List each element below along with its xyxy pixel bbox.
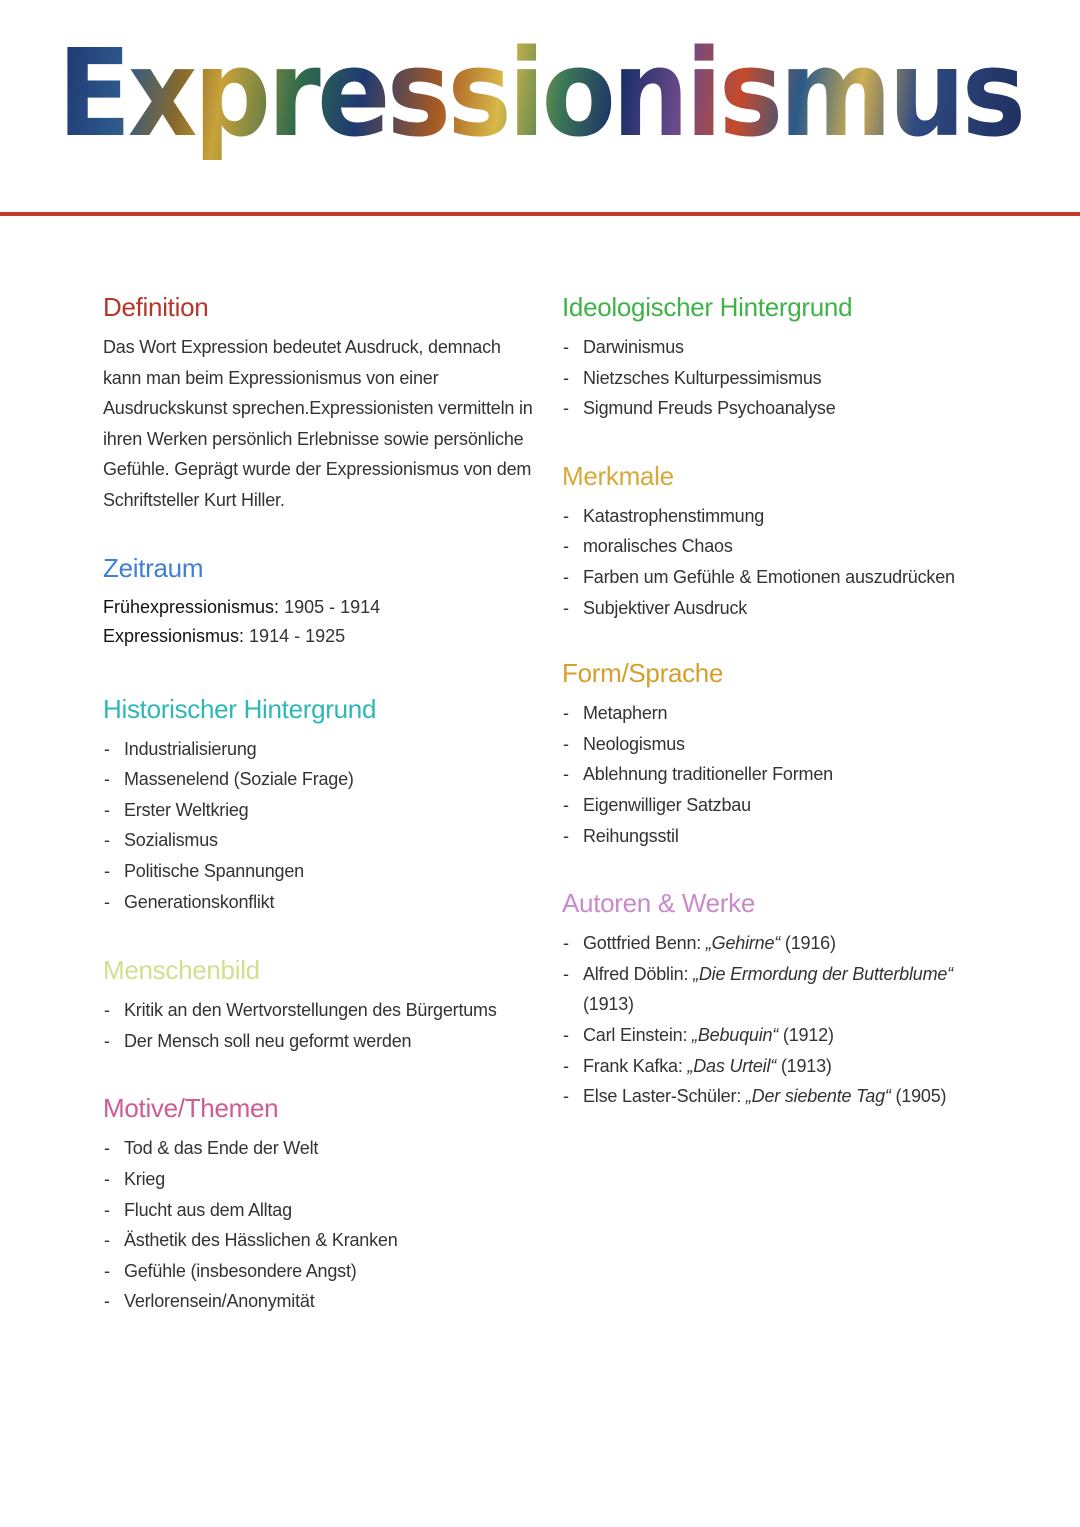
list-item: - Tod & das Ende der Welt — [103, 1133, 533, 1164]
list-item: - Generationskonflikt — [103, 887, 533, 918]
work-year: (1913) — [583, 994, 634, 1015]
menschenbild-heading: Menschenbild — [103, 955, 260, 986]
list-item: - Massenelend (Soziale Frage) — [103, 764, 533, 795]
autoren-werke-list — [562, 928, 982, 1112]
work-year: (1912) — [778, 1024, 834, 1045]
list-item: - Darwinismus — [562, 332, 982, 363]
work-year: (1913) — [776, 1055, 832, 1076]
merkmale-heading: Merkmale — [562, 460, 674, 491]
work-title: „Gehirne“ — [705, 933, 781, 954]
list-item: - moralisches Chaos — [562, 531, 982, 562]
left-column — [103, 288, 533, 1317]
work-year: (1916) — [780, 933, 836, 954]
list-item: - Metaphern — [562, 698, 982, 729]
definition-text: Das Wort Expression bedeutet Ausdruck, demnach kann man beim Expressionismus von einer Ausdruckskunst sprechen.Expressionisten vermitteln in ihren Werken persönlich Erlebnisse sowie persönliche Gefühle. Geprägt wurde der Expressionismus von dem Schriftsteller Kurt Hiller. — [103, 337, 533, 510]
work-title: „Der siebente Tag“ — [745, 1086, 891, 1107]
historischer-hintergrund-heading: Historischer Hintergrund — [103, 693, 377, 724]
zeitraum-entry — [103, 622, 533, 652]
list-item: - Sigmund Freuds Psychoanalyse — [562, 393, 982, 424]
list-item: - Flucht aus dem Alltag — [103, 1195, 533, 1226]
autoren-werke-heading: Autoren & Werke — [562, 888, 756, 919]
list-item: - Reihungsstil — [562, 821, 982, 852]
list-item: - Ästhetik des Hässlichen & Kranken — [103, 1225, 533, 1256]
list-item: - Neologismus — [562, 729, 982, 760]
historischer-hintergrund-section — [103, 690, 533, 918]
author-name: Carl Einstein: — [583, 1024, 693, 1045]
zeitraum-value: 1914 - 1925 — [244, 626, 346, 647]
work-title: „Bebuquin“ — [692, 1024, 779, 1045]
title-rule — [0, 212, 1080, 216]
list-item: - Gefühle (insbesondere Angst) — [103, 1256, 533, 1287]
motive-themen-heading: Motive/Themen — [103, 1093, 279, 1124]
list-item: - Politische Spannungen — [103, 856, 533, 887]
list-item: - Erster Weltkrieg — [103, 795, 533, 826]
list-item: - Krieg — [103, 1164, 533, 1195]
list-item — [562, 1051, 982, 1082]
merkmale-list — [562, 501, 982, 623]
author-name: Gottfried Benn: — [583, 933, 706, 954]
list-item: - Industrialisierung — [103, 734, 533, 765]
list-item: - Ablehnung traditioneller Formen — [562, 759, 982, 790]
menschenbild-list — [103, 995, 533, 1056]
form-sprache-list — [562, 698, 982, 851]
ideologischer-hintergrund-list — [562, 332, 982, 424]
list-item: - Kritik an den Wertvorstellungen des Bürgertums — [103, 995, 533, 1026]
ideologischer-hintergrund-section — [562, 288, 982, 424]
work-year: (1905) — [890, 1086, 947, 1107]
author-name: Else Laster-Schüler: — [583, 1086, 746, 1107]
list-item: - Der Mensch soll neu geformt werden — [103, 1026, 533, 1057]
list-item — [562, 959, 982, 1020]
form-sprache-section — [562, 654, 982, 851]
page-title: Expressionismus — [54, 10, 1026, 180]
zeitraum-heading: Zeitraum — [103, 552, 204, 583]
list-item: - Subjektiver Ausdruck — [562, 593, 982, 624]
zeitraum-value: 1905 - 1914 — [279, 596, 381, 617]
work-title: „Das Urteil“ — [687, 1055, 777, 1076]
right-column — [562, 288, 982, 1112]
motive-themen-list — [103, 1133, 533, 1317]
form-sprache-heading: Form/Sprache — [562, 658, 724, 689]
list-item: - Nietzsches Kulturpessimismus — [562, 363, 982, 394]
author-name: Alfred Döblin: — [583, 963, 694, 984]
list-item: - Farben um Gefühle & Emotionen auszudrücken — [562, 562, 982, 593]
definition-section — [103, 288, 533, 516]
zeitraum-section — [103, 549, 533, 652]
list-item: - Verlorensein/Anonymität — [103, 1286, 533, 1317]
zeitraum-entry — [103, 593, 533, 623]
definition-heading: Definition — [103, 292, 209, 322]
list-item — [562, 1020, 982, 1051]
list-item — [562, 928, 982, 959]
list-item: - Eigenwilliger Satzbau — [562, 790, 982, 821]
zeitraum-label: Expressionismus: — [103, 626, 245, 647]
list-item: - Katastrophenstimmung — [562, 501, 982, 532]
motive-themen-section — [103, 1089, 533, 1317]
ideologischer-hintergrund-heading: Ideologischer Hintergrund — [562, 292, 853, 322]
list-item: - Sozialismus — [103, 825, 533, 856]
author-name: Frank Kafka: — [583, 1055, 688, 1076]
work-title: „Die Ermordung der Butterblume“ — [693, 963, 953, 984]
zeitraum-label: Frühexpressionismus: — [103, 596, 280, 617]
list-item — [562, 1081, 982, 1112]
merkmale-section — [562, 457, 982, 623]
historischer-hintergrund-list — [103, 734, 533, 918]
autoren-werke-section — [562, 884, 982, 1112]
menschenbild-section — [103, 951, 533, 1056]
